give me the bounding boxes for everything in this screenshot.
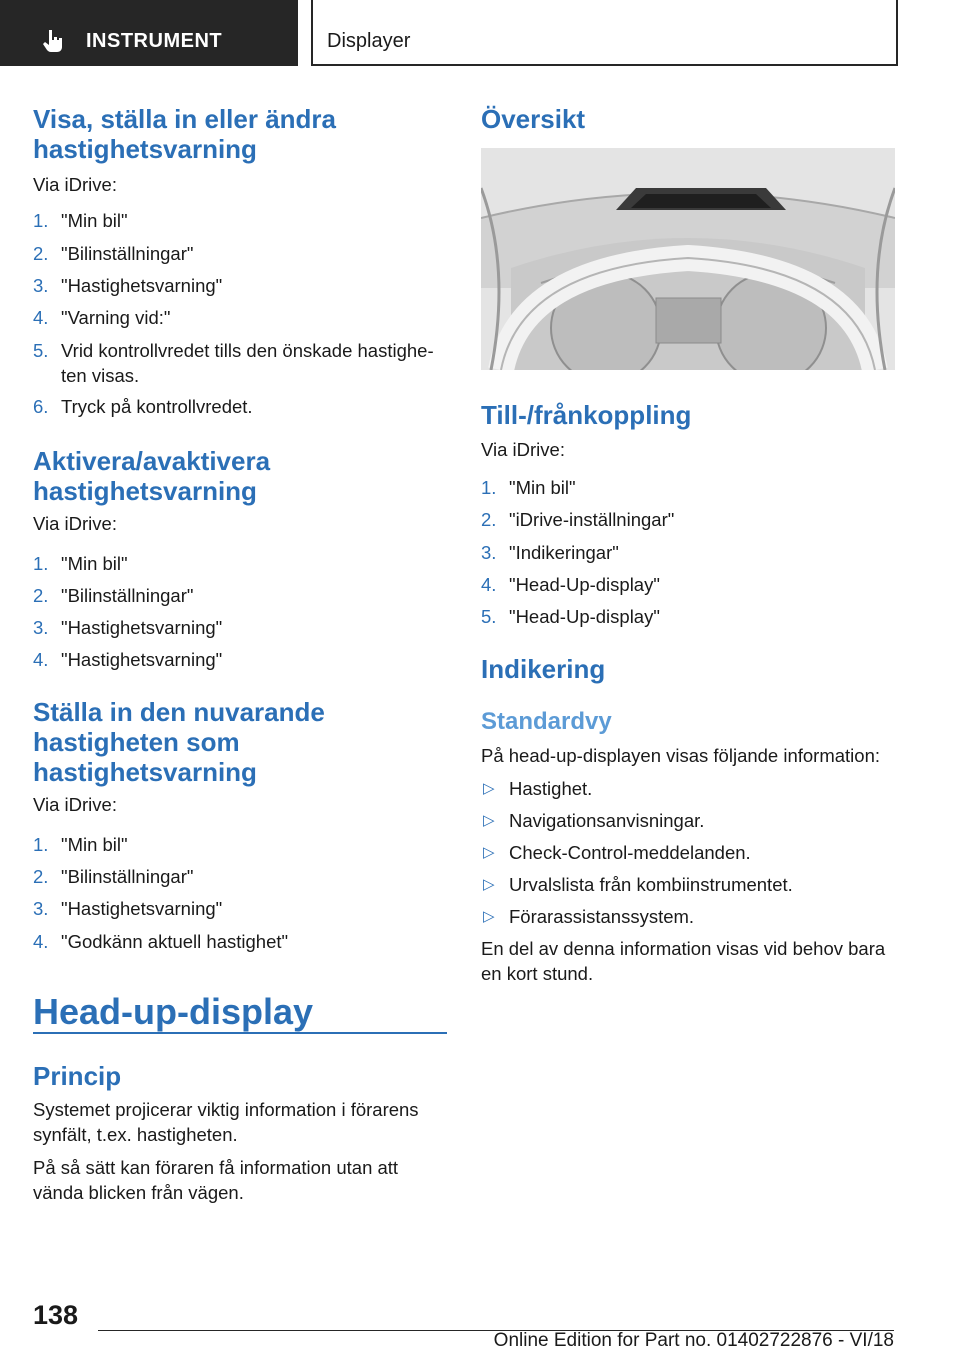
cockpit-illustration [481,148,895,370]
paragraph: På så sätt kan föraren få information utan att vända blicken från vägen. [33,1157,399,1203]
triangle-bullet-icon: ▷ [483,844,495,861]
section-title-view-set-change: Visa, ställa in eller ändra hastighetsvarning [33,104,337,164]
intro-text: Via iDrive: [33,174,117,195]
triangle-bullet-icon: ▷ [483,908,495,925]
triangle-bullet-icon: ▷ [483,812,495,829]
page-number: 138 [33,1300,79,1330]
section-label: INSTRUMENT [86,30,223,52]
intro-text: Via iDrive: [33,794,117,815]
section-title-indication: Indikering [481,654,606,684]
section-title-activate: Aktivera/avaktivera hastighetsvarning [33,446,271,506]
chapter-divider [33,1032,447,1034]
section-tab [0,0,298,66]
section-title-overview: Översikt [481,104,586,134]
page-label-box [311,0,898,66]
intro-text: På head-up-displayen visas följande information: [481,745,881,766]
triangle-bullet-icon: ▷ [483,876,495,893]
subsection-title-standard-view: Standardvy [481,708,612,735]
paragraph: En del av denna information visas vid behov bara en kort stund. [481,938,886,984]
intro-text: Via iDrive: [481,439,565,460]
footer-edition: Online Edition for Part no. 01402722876 - VI/18 [493,1330,894,1351]
head-up-display-illustration-icon [481,148,895,370]
chapter-title: Head-up-display [33,991,314,1032]
section-title-principle: Princip [33,1061,122,1091]
paragraph: Systemet projicerar viktig information i förarens synfält, t.ex. hastigheten. [33,1099,419,1145]
pointing-hand-icon [40,28,66,54]
page-label: Displayer [327,30,411,52]
intro-text: Via iDrive: [33,513,117,534]
triangle-bullet-icon: ▷ [483,780,495,797]
section-title-switch: Till-/frånkoppling [481,400,692,430]
section-title-set-current-speed: Ställa in den nuvarande hastigheten som hastighetsvarning [33,697,325,787]
